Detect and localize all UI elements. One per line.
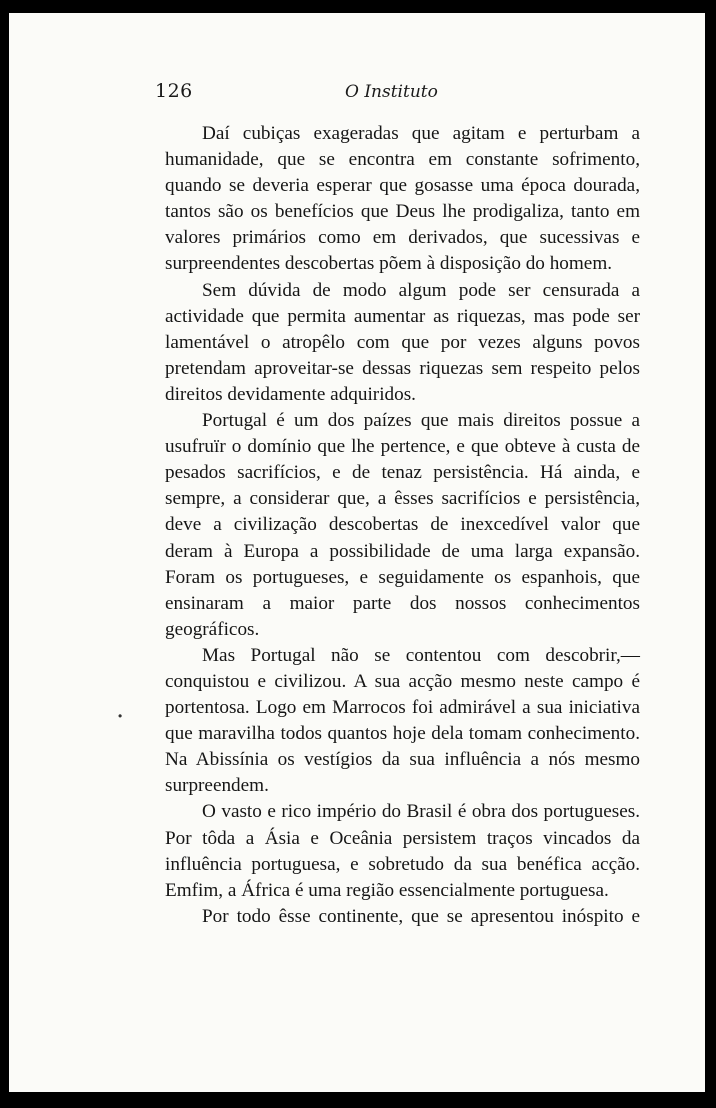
page-number: 126 <box>155 80 193 102</box>
body-text <box>165 121 640 930</box>
paragraph-5: O vasto e rico império do Brasil é obra dos portugueses. Por tôda a Ásia e Oceânia persistem traços vincados da influência portuguesa, e sobretudo da sua benéfica acção. Emfim, a África é uma região essencialmente portuguesa. <box>165 801 640 901</box>
paragraph-1: Daí cubiças exageradas que agitam e perturbam a humanidade, que se encontra em constante sofrimento, quando se deveria esperar que gosasse uma época dourada, tantos são os benefícios que Deus lhe prodigaliza, tanto em valores primários como em derivados, que sucessivas e surpreendentes descobertas põem à disposição do homem. <box>165 123 640 275</box>
margin-mark: • <box>118 709 123 723</box>
page-header <box>155 80 465 108</box>
running-title: O Instituto <box>345 82 438 102</box>
paragraph-4: Mas Portugal não se contentou com descobrir,—conquistou e civilizou. A sua acção mesmo neste campo é portentosa. Logo em Marrocos foi admirável a sua iniciativa que maravilha todos quantos hoje dela tomam conhecimento. Na Abissínia os vestígios da sua influência a nós mesmo surpreendem. <box>165 644 640 797</box>
paragraph-3: Portugal é um dos paízes que mais direitos possue a usufruïr o domínio que lhe pertence, e que obteve à custa de pesados sacrifícios, e de tenaz persistência. Há ainda, e sempre, a considerar que, a êsses sacrifícios e persistência, deve a civilização descobertas de inexcedível valor que deram à Europa a possibilidade de uma larga expansão. Foram os portugueses, e seguidamente os espanhois, que ensinaram a maior parte dos nossos conhecimentos geográficos. <box>165 410 640 640</box>
paragraph-6: Por todo êsse continente, que se apresentou inóspito e <box>202 905 640 927</box>
paragraph-2: Sem dúvida de modo algum pode ser censurada a actividade que permita aumentar as riquezas, mas pode ser lamentável o atropêlo com que por vezes alguns povos pretendam aproveitar-se dessas riquezas sem respeito pelos direitos devidamente adquiridos. <box>165 279 640 405</box>
